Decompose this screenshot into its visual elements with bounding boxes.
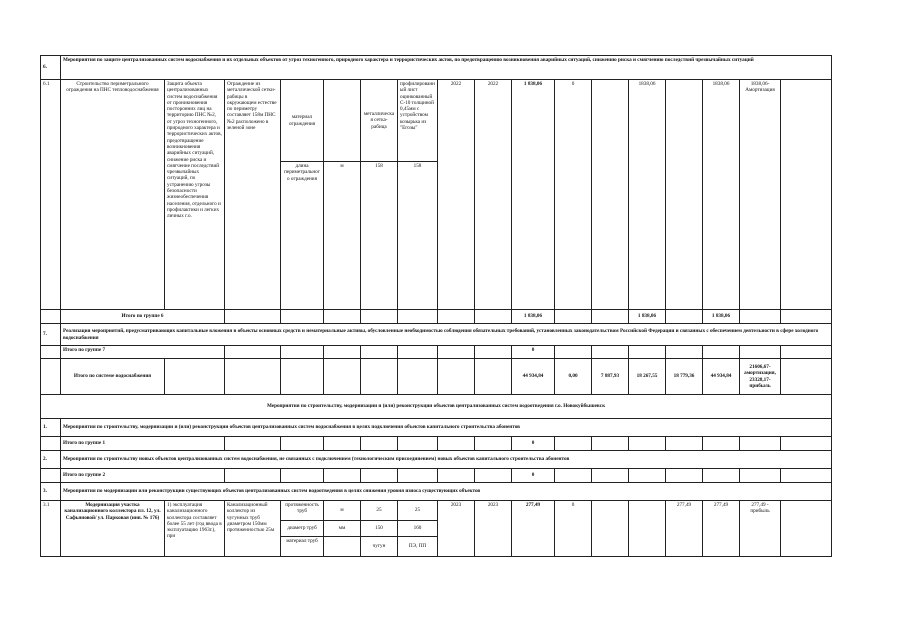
group-total-row	[41, 469, 832, 483]
total-value: 18 267,55	[629, 359, 666, 395]
section-title: Реализация мероприятий, предусматривающих капитальные вложения в объекты основных средств и нематериальные активы, обусловленные необходимостью соблюдения обязательных требований, установленных законодательством Российской Федерации и связанных с обеспечением деятельности в сфере холодного водоснабжения	[61, 324, 832, 346]
empty-cell	[781, 80, 832, 310]
group-total-row	[41, 310, 832, 324]
param-value-after: ПЭ, ПП	[398, 537, 438, 557]
system-total-row	[41, 359, 832, 395]
funding-source: 1838,06-Амортизация	[740, 80, 781, 310]
subtable-heading-row	[41, 395, 832, 419]
year-end: 2022	[475, 80, 512, 310]
section-2-row	[41, 451, 832, 469]
total-value: 44 934,84	[703, 359, 740, 395]
table-row	[41, 501, 832, 521]
section-title: Мероприятия по строительству, модернизации и (или) реконструкции объектов централизованных систем водоснабжения в целях подключения объектов капитального строительства абонентов	[61, 419, 832, 437]
year-start: 2023	[438, 501, 475, 557]
param-unit: м	[324, 162, 361, 310]
param-unit	[324, 80, 361, 162]
total-value: 1 838,06	[512, 310, 555, 324]
section-number: 6.	[41, 56, 61, 80]
param-name: протяженность труб	[281, 501, 324, 521]
subtable-heading: Мероприятия по строительству, модернизации и (или) реконструкции объектов централизованных систем водоотведения г.о. Новокуйбышевск	[41, 395, 832, 419]
item-name: Модернизация участка канализационного коллектора пл. 12, ул. Сафьяновой/ ул. Парковая (инв. № 176)	[61, 501, 165, 557]
cost-cell	[666, 80, 703, 310]
total-value: 0	[512, 469, 555, 483]
param-name: материал ограждения	[281, 80, 324, 162]
total-value: 1 838,06	[703, 310, 740, 324]
total-value: 0	[512, 346, 555, 359]
total-label: Итого по группе 2	[61, 469, 225, 483]
section-title: Мероприятия по модернизации или реконструкции существующих объектов централизованных систем водоотведения в целях снижения уровня износа существующих объектов	[61, 483, 832, 501]
investment-program-table	[40, 55, 832, 557]
cost-cell	[629, 501, 666, 557]
total-label: Итого по группе 6	[61, 310, 225, 324]
item-number: 3.1	[41, 501, 61, 557]
total-value: 0	[512, 437, 555, 451]
year-end: 2023	[475, 501, 512, 557]
group-total-row	[41, 437, 832, 451]
section-7-row	[41, 324, 832, 346]
total-value: 44 934,84	[512, 359, 555, 395]
section-title: Мероприятия по защите централизованных систем водоснабжения и их отдельных объектов от угроз техногенного, природного характера и террористических актов, по предотвращению возникновения аварийных ситуаций, снижению риска и смягчению последствий чрезвычайных ситуаций	[61, 56, 832, 80]
document-sheet	[40, 55, 831, 567]
param-unit: мм	[324, 521, 361, 537]
total-label: Итого по группе 7	[61, 346, 225, 359]
section-number: 7.	[41, 324, 61, 346]
item-tech-description: Ограждение из металлической сетки-рабицы в окружающем естестве по периметру составляет 158м ПНС №2 расположено в зеленой зоне	[225, 80, 281, 310]
cost-cell: 1838,06	[703, 80, 740, 310]
param-value-before: 25	[361, 501, 398, 521]
param-value-before: 158	[361, 162, 398, 310]
group-total-row	[41, 346, 832, 359]
cost-cell	[592, 80, 629, 310]
total-cost: 1 838,06	[512, 80, 555, 310]
param-unit: м	[324, 501, 361, 521]
section-number: 2.	[41, 451, 61, 469]
param-name: материал труб	[281, 537, 324, 557]
total-value: 0,00	[555, 359, 592, 395]
param-value-after: 160	[398, 521, 438, 537]
section-6-row	[41, 56, 832, 80]
param-value-before: 150	[361, 521, 398, 537]
section-number: 3.	[41, 483, 61, 501]
empty-cell	[781, 501, 832, 557]
cost-cell	[592, 501, 629, 557]
param-value-after: профилированный лист оцинкованный С-10 толщиной 0,45мм с устройством козырька из "Егозы"	[398, 80, 438, 162]
param-value-after: 25	[398, 501, 438, 521]
total-value: 18 779,36	[666, 359, 703, 395]
item-name: Строительство периметрального ограждения на ПНС тепловодоснабжения	[61, 80, 165, 310]
param-unit	[324, 537, 361, 557]
param-name: длина периметрального ограждения	[281, 162, 324, 310]
param-value-before: чугун	[361, 537, 398, 557]
item-purpose: Защита объекта централизованных систем водоснабжения от проникновения посторонних лиц на территорию ПНС №2, от угроз техногенного, природного характера и террористических актов, предотвращение возникновения аварийных ситуаций, снижение риска и смягчение последствий чрезвычайных ситуаций, по устранению угрозы безопасности жизнеобеспечения населения, отдельного и профилактики и легких личных г.о.	[165, 80, 225, 310]
section-number: 1.	[41, 419, 61, 437]
item-tech-description: Канализационный коллектор из чугунных труб диаметром 150мм протяженностью 25м	[225, 501, 281, 557]
section-title: Мероприятия по строительству новых объектов централизованных систем водоснабжения, не связанных с подключением (технологическим присоединением) новых объектов капитального строительства абонентов	[61, 451, 832, 469]
param-value-before: металлическая сетка-рабица	[361, 80, 398, 162]
cost-cell: 277,49	[666, 501, 703, 557]
section-3-row	[41, 483, 832, 501]
total-label: Итого по группе 1	[61, 437, 225, 451]
cost-prior: 0	[555, 501, 592, 557]
funding-source: 21606,67-амортизация, 23328,17-прибыль	[740, 359, 781, 395]
total-label: Итого по системе водоснабжения	[61, 359, 165, 395]
item-purpose: 1) эксплуатация канализационного коллектора составляет более 55 лет (год ввода в эксплуатацию 1963г.), при	[165, 501, 225, 557]
table-row	[41, 80, 832, 162]
total-cost: 277,49	[512, 501, 555, 557]
item-number: 6.1	[41, 80, 61, 310]
total-value: 7 887,93	[592, 359, 629, 395]
cost-cell: 1838,06	[629, 80, 666, 310]
param-name: диаметр труб	[281, 521, 324, 537]
param-value-after: 158	[398, 162, 438, 310]
total-value: 1 838,06	[629, 310, 666, 324]
funding-source: 277,49 - прибыль	[740, 501, 781, 557]
cost-cell: 277,49	[703, 501, 740, 557]
section-1-row	[41, 419, 832, 437]
cost-prior: 0	[555, 80, 592, 310]
year-start: 2022	[438, 80, 475, 310]
